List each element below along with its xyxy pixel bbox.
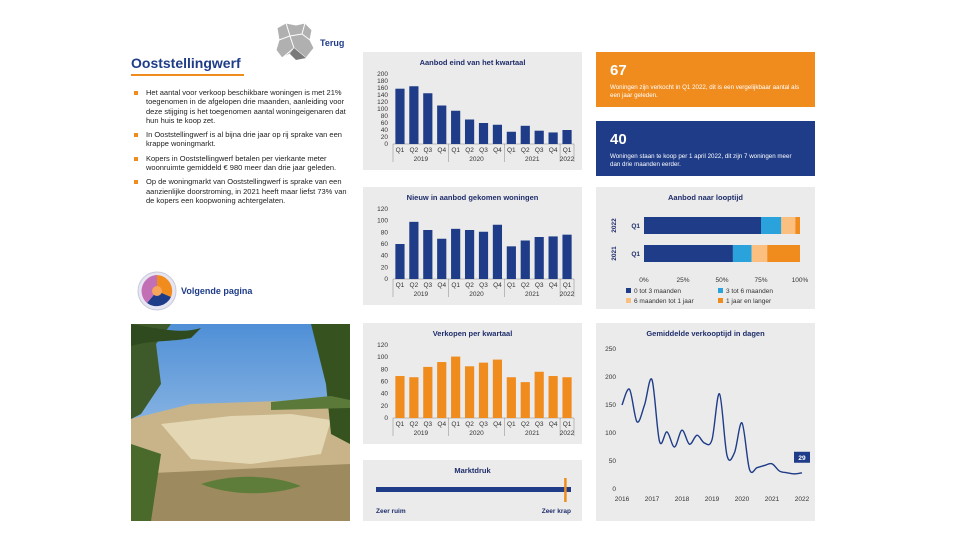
legend-swatch <box>626 288 631 293</box>
back-link[interactable]: Terug <box>320 38 345 48</box>
x-tick-label: 50% <box>715 277 729 284</box>
x-tick-label: Q1 <box>562 421 572 428</box>
marktdruk-panel <box>363 460 582 521</box>
kpi-for-sale-text: Woningen staan te koop per 1 april 2022, dit zijn 7 woningen meer dan drie maanden eerder. <box>610 153 792 168</box>
y-tick-label: 60 <box>380 120 388 127</box>
list-item <box>134 88 349 125</box>
x-tick-label: Q1 <box>562 147 572 154</box>
x-tick-label: Q2 <box>409 421 419 428</box>
y-tick-label: 100 <box>377 106 388 113</box>
y-tick-label: 40 <box>380 252 388 260</box>
nieuw-title: Nieuw in aanbod gekomen woningen <box>406 193 539 202</box>
legend-swatch <box>626 298 631 303</box>
year-label: 2022 <box>559 291 575 298</box>
bar <box>562 130 571 144</box>
x-tick-label: Q4 <box>548 282 558 289</box>
bar <box>507 132 516 144</box>
x-tick-label: 2016 <box>614 496 630 503</box>
y-tick-label: 50 <box>608 458 616 465</box>
x-tick-label: 75% <box>754 277 768 284</box>
legend-entry: 3 tot 6 maanden <box>726 288 773 295</box>
title-underline <box>131 74 244 76</box>
year-label: 2019 <box>413 156 429 163</box>
series-line <box>622 379 802 474</box>
x-tick-label: 2020 <box>734 496 750 503</box>
kpi-for-sale-card <box>596 121 815 176</box>
bar <box>395 244 404 279</box>
y-tick-label: 60 <box>380 241 388 248</box>
landscape-photo <box>131 324 350 521</box>
x-tick-label: Q1 <box>507 282 516 289</box>
x-tick-label: Q4 <box>437 147 447 154</box>
list-item <box>134 130 349 149</box>
x-tick-label: 25% <box>676 277 690 284</box>
bar <box>493 225 502 279</box>
x-tick-label: Q1 <box>507 421 516 428</box>
x-tick-label: Q1 <box>451 147 460 154</box>
row-year-label: 2022 <box>611 218 618 233</box>
gauge-max-label: Zeer krap <box>541 508 571 515</box>
page-title: Ooststellingwerf <box>131 55 241 71</box>
y-tick-label: 40 <box>380 390 388 398</box>
gauge-track <box>376 487 571 492</box>
y-tick-label: 80 <box>380 366 388 374</box>
bar <box>423 367 432 418</box>
x-tick-label: 2019 <box>704 496 720 503</box>
bar <box>409 377 418 418</box>
year-label: 2022 <box>559 430 575 437</box>
y-tick-label: 120 <box>377 206 388 213</box>
legend-entry: 0 tot 3 maanden <box>634 288 681 295</box>
bar <box>562 235 571 279</box>
bar <box>549 376 558 418</box>
x-tick-label: Q2 <box>465 282 474 289</box>
y-tick-label: 0 <box>384 415 388 422</box>
bar <box>423 230 432 279</box>
x-tick-label: Q3 <box>423 282 433 289</box>
verkopen-chart <box>363 323 582 444</box>
bullet-icon <box>134 91 138 95</box>
verkooptijd-title: Gemiddelde verkooptijd in dagen <box>646 329 765 338</box>
marktdruk-gauge <box>363 460 582 521</box>
x-tick-label: Q2 <box>465 147 474 154</box>
x-tick-label: Q4 <box>437 282 447 289</box>
bar <box>465 230 474 279</box>
stacked-bar-segment <box>781 217 795 234</box>
x-tick-label: 2022 <box>794 496 810 503</box>
year-label: 2021 <box>524 156 540 163</box>
bar <box>479 363 488 418</box>
bar <box>451 111 460 144</box>
x-tick-label: Q2 <box>520 421 530 428</box>
x-tick-label: 2017 <box>644 496 660 503</box>
aanbod-title: Aanbod eind van het kwartaal <box>419 58 526 67</box>
x-tick-label: Q3 <box>534 282 544 289</box>
x-tick-label: Q2 <box>520 147 530 154</box>
x-tick-label: Q1 <box>451 421 460 428</box>
x-tick-label: Q4 <box>493 282 502 289</box>
y-tick-label: 20 <box>380 134 388 141</box>
kpi-for-sale-value: 40 <box>610 131 627 148</box>
y-tick-label: 20 <box>380 402 388 410</box>
bar <box>395 376 404 418</box>
bar <box>465 120 474 145</box>
bullet-icon <box>134 157 138 161</box>
x-tick-label: Q1 <box>395 421 405 428</box>
x-tick-label: Q3 <box>479 421 488 428</box>
x-tick-label: 2021 <box>764 496 780 503</box>
x-tick-label: Q4 <box>493 421 502 428</box>
bullet-icon <box>134 180 138 184</box>
x-tick-label: Q4 <box>548 147 558 154</box>
gauge-min-label: Zeer ruim <box>376 508 406 515</box>
x-tick-label: Q3 <box>534 147 544 154</box>
looptijd-panel <box>596 187 815 309</box>
next-page-link[interactable]: Volgende pagina <box>181 286 253 296</box>
x-tick-label: Q3 <box>534 421 544 428</box>
y-tick-label: 200 <box>605 374 616 381</box>
stacked-bar-segment <box>644 245 733 262</box>
bar <box>562 377 571 418</box>
y-tick-label: 60 <box>380 378 388 386</box>
province-map-icon <box>272 20 316 64</box>
stacked-bar-segment <box>733 245 752 262</box>
x-tick-label: Q2 <box>409 147 419 154</box>
x-tick-label: Q1 <box>395 147 405 154</box>
marktdruk-title: Marktdruk <box>454 466 491 475</box>
kpi-sold-card <box>596 52 815 107</box>
x-tick-label: Q3 <box>423 147 433 154</box>
bar <box>493 360 502 418</box>
aanbod-panel <box>363 52 582 170</box>
x-tick-label: Q2 <box>520 282 530 289</box>
x-tick-label: Q1 <box>451 282 460 289</box>
y-tick-label: 120 <box>377 342 388 349</box>
bar <box>535 372 544 418</box>
list-item <box>134 177 349 205</box>
bar <box>521 382 530 418</box>
pie-chart-icon[interactable] <box>137 271 177 311</box>
year-label: 2021 <box>524 430 540 437</box>
row-quarter-label: Q1 <box>631 223 640 230</box>
bar <box>521 241 530 280</box>
y-tick-label: 180 <box>377 78 388 85</box>
bar <box>409 86 418 144</box>
looptijd-title: Aanbod naar looptijd <box>668 193 743 202</box>
x-tick-label: 100% <box>791 277 809 284</box>
stacked-bar-segment <box>761 217 781 234</box>
year-label: 2019 <box>413 430 429 437</box>
x-tick-label: 2018 <box>674 496 690 503</box>
legend-swatch <box>718 288 723 293</box>
bar <box>493 125 502 144</box>
verkopen-panel <box>363 323 582 444</box>
bar <box>479 123 488 144</box>
legend-entry: 6 maanden tot 1 jaar <box>634 298 694 305</box>
y-tick-label: 80 <box>380 229 388 237</box>
bar <box>423 93 432 144</box>
y-tick-label: 0 <box>384 276 388 283</box>
legend-swatch <box>718 298 723 303</box>
kpi-sold-value: 67 <box>610 62 627 79</box>
year-label: 2019 <box>413 291 429 298</box>
year-label: 2020 <box>469 430 484 437</box>
bar <box>395 89 404 144</box>
y-tick-label: 100 <box>377 217 388 225</box>
year-label: 2020 <box>469 156 484 163</box>
y-tick-label: 20 <box>380 264 388 272</box>
bullet-icon <box>134 133 138 137</box>
bar <box>465 366 474 418</box>
bar <box>437 106 446 145</box>
y-tick-label: 160 <box>377 85 388 92</box>
verkooptijd-panel <box>596 323 815 521</box>
nieuw-chart <box>363 187 582 305</box>
y-tick-label: 40 <box>380 127 388 134</box>
bar <box>451 229 460 279</box>
x-tick-label: Q4 <box>437 421 447 428</box>
list-item <box>134 154 349 173</box>
x-tick-label: Q3 <box>479 147 488 154</box>
x-tick-label: Q1 <box>507 147 516 154</box>
stacked-bar-segment <box>752 245 768 262</box>
stacked-bar-segment <box>644 217 761 234</box>
gauge-marker <box>564 478 567 502</box>
y-tick-label: 150 <box>605 402 616 409</box>
bar <box>521 126 530 144</box>
year-label: 2022 <box>559 156 575 163</box>
nieuw-panel <box>363 187 582 305</box>
last-value-label: 29 <box>798 454 806 462</box>
verkopen-title: Verkopen per kwartaal <box>432 329 513 338</box>
bar <box>437 239 446 279</box>
y-tick-label: 100 <box>605 430 616 437</box>
bar <box>507 377 516 418</box>
kpi-sold-text: Woningen zijn verkocht in Q1 2022, dit is een vergelijkbaar aantal als een jaar geleden. <box>610 84 800 99</box>
bar <box>549 236 558 279</box>
y-tick-label: 100 <box>377 354 388 362</box>
x-tick-label: 0% <box>639 277 649 284</box>
y-tick-label: 200 <box>377 71 388 78</box>
legend-entry: 1 jaar en langer <box>726 298 772 305</box>
bullet-text: Op de woningmarkt van Ooststellingwerf is sprake van een aanzienlijke doorstroming, in 2021 heeft maar liefst 73% van de kopers een koopwoning achtergelaten. <box>146 177 347 205</box>
y-tick-label: 250 <box>605 346 616 353</box>
x-tick-label: Q4 <box>548 421 558 428</box>
summary-list <box>134 88 349 210</box>
looptijd-chart <box>596 187 815 309</box>
x-tick-label: Q3 <box>423 421 433 428</box>
bullet-text: Kopers in Ooststellingwerf betalen per vierkante meter woonruimte gemiddeld € 980 meer dan drie jaar geleden. <box>146 153 337 173</box>
bullet-text: Het aantal voor verkoop beschikbare woningen is met 21% toegenomen in de afgelopen drie maanden, aanleiding voor deze stijging is het toegenomen aantal woningeigenaren dat hun huis te koop zet. <box>146 88 346 125</box>
bar <box>479 232 488 279</box>
bar <box>507 246 516 279</box>
year-label: 2021 <box>524 291 540 298</box>
aanbod-chart <box>363 52 582 170</box>
bar <box>535 237 544 279</box>
x-tick-label: Q3 <box>479 282 488 289</box>
bar <box>535 131 544 144</box>
stacked-bar-segment <box>795 217 800 234</box>
x-tick-label: Q1 <box>562 282 572 289</box>
bar <box>437 362 446 418</box>
y-tick-label: 0 <box>612 486 616 493</box>
bar <box>549 132 558 144</box>
row-quarter-label: Q1 <box>631 251 640 258</box>
y-tick-label: 120 <box>377 99 388 106</box>
y-tick-label: 0 <box>384 141 388 148</box>
bar <box>451 357 460 418</box>
y-tick-label: 80 <box>380 113 388 120</box>
x-tick-label: Q1 <box>395 282 405 289</box>
year-label: 2020 <box>469 291 484 298</box>
y-tick-label: 140 <box>377 92 388 99</box>
bar <box>409 222 418 279</box>
x-tick-label: Q2 <box>465 421 474 428</box>
row-year-label: 2021 <box>611 246 618 261</box>
stacked-bar-segment <box>767 245 800 262</box>
verkooptijd-chart <box>596 323 815 521</box>
x-tick-label: Q4 <box>493 147 502 154</box>
x-tick-label: Q2 <box>409 282 419 289</box>
bullet-text: In Ooststellingwerf is al bijna drie jaar op rij sprake van een krappe woningmarkt. <box>146 130 342 149</box>
